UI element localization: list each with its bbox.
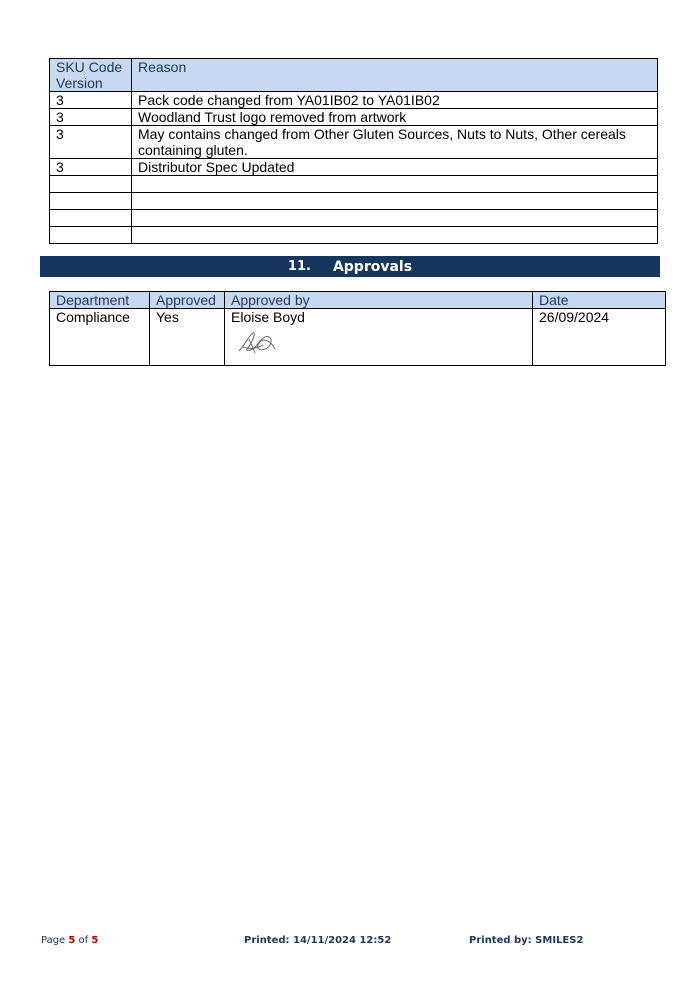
column-header-date: Date bbox=[533, 292, 666, 309]
printed-timestamp: Printed: 14/11/2024 12:52 bbox=[244, 935, 392, 946]
date-cell: 26/09/2024 bbox=[533, 309, 666, 366]
table-row bbox=[50, 126, 658, 159]
version-cell bbox=[50, 210, 132, 227]
version-cell bbox=[50, 193, 132, 210]
column-header-approved-by: Approved by bbox=[225, 292, 533, 309]
page-total: 5 bbox=[91, 935, 99, 946]
reason-cell: Pack code changed from YA01IB02 to YA01IB02 bbox=[132, 92, 658, 109]
reason-cell bbox=[132, 227, 658, 244]
table-row-empty bbox=[50, 227, 658, 244]
table-row-empty bbox=[50, 193, 658, 210]
column-header-sku-version: SKU Code Version bbox=[50, 59, 132, 92]
version-cell: 3 bbox=[50, 92, 132, 109]
table-row bbox=[50, 92, 658, 109]
table-header-row bbox=[50, 292, 666, 309]
reason-cell: Distributor Spec Updated bbox=[132, 159, 658, 176]
reason-cell: Woodland Trust logo removed from artwork bbox=[132, 109, 658, 126]
approved-by-cell bbox=[225, 309, 533, 366]
column-header-department: Department bbox=[50, 292, 150, 309]
reason-cell bbox=[132, 193, 658, 210]
section-heading-approvals bbox=[40, 256, 660, 277]
column-header-approved: Approved bbox=[150, 292, 225, 309]
approved-cell: Yes bbox=[150, 309, 225, 366]
reason-cell: May contains changed from Other Gluten Sources, Nuts to Nuts, Other cereals containing gluten. bbox=[132, 126, 658, 159]
page-prefix: Page bbox=[41, 935, 69, 946]
signature-image bbox=[235, 327, 281, 357]
version-cell: 3 bbox=[50, 109, 132, 126]
page-of: of bbox=[75, 935, 92, 946]
table-row-empty bbox=[50, 176, 658, 193]
page-number bbox=[41, 935, 98, 946]
section-number: 11. bbox=[287, 259, 311, 274]
table-row bbox=[50, 109, 658, 126]
table-row bbox=[50, 159, 658, 176]
table-row bbox=[50, 309, 666, 366]
reason-cell bbox=[132, 210, 658, 227]
approvals-table bbox=[49, 291, 666, 366]
table-header-row bbox=[50, 59, 658, 92]
version-cell: 3 bbox=[50, 126, 132, 159]
section-title: Approvals bbox=[332, 258, 413, 275]
version-cell bbox=[50, 176, 132, 193]
sku-version-table bbox=[49, 58, 658, 244]
table-row-empty bbox=[50, 210, 658, 227]
department-cell: Compliance bbox=[50, 309, 150, 366]
approver-name: Eloise Boyd bbox=[231, 309, 305, 325]
version-cell: 3 bbox=[50, 159, 132, 176]
page-current: 5 bbox=[68, 935, 76, 946]
version-cell bbox=[50, 227, 132, 244]
column-header-reason: Reason bbox=[132, 59, 658, 92]
printed-by: Printed by: SMILES2 bbox=[469, 935, 584, 946]
reason-cell bbox=[132, 176, 658, 193]
